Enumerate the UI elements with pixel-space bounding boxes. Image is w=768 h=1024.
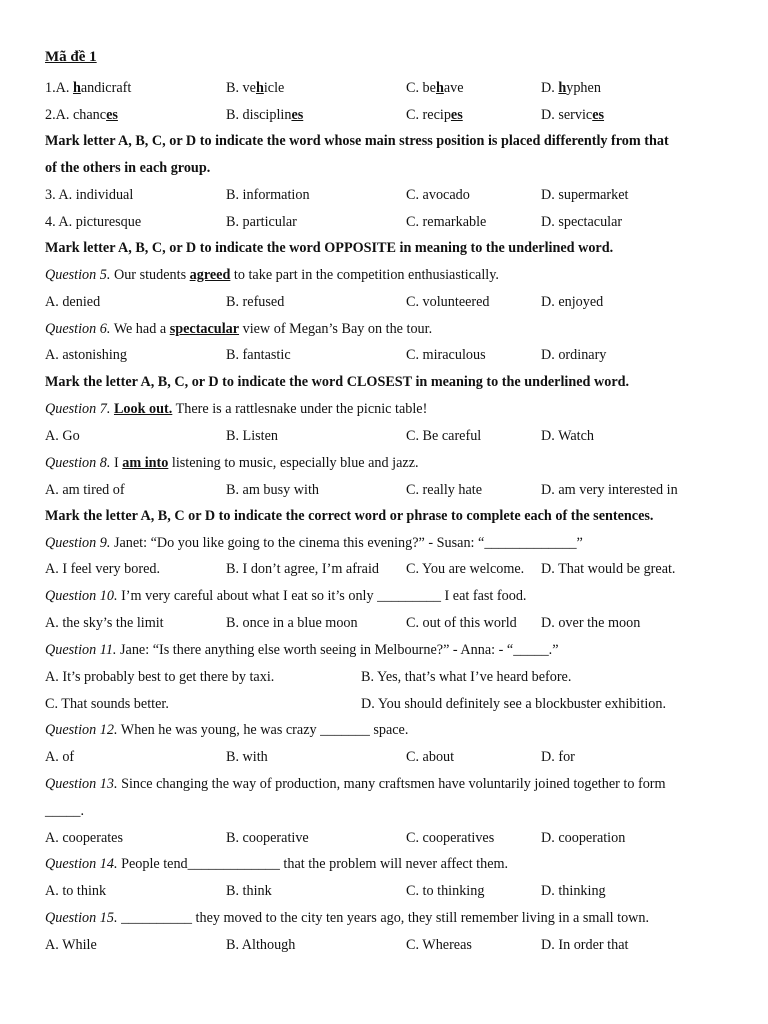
- q13-option-c: C. cooperatives: [406, 830, 495, 846]
- q14-option-a: A. to think: [45, 883, 107, 899]
- q9-option-b: B. I don’t agree, I’m afraid: [226, 561, 379, 577]
- q13-stem: Question 13. Since changing the way of production, many craftsmen have voluntarily joined together to form: [45, 776, 666, 792]
- q12-stem: Question 12. When he was young, he was crazy _______ space.: [45, 722, 409, 738]
- q7-option-b: B. Listen: [226, 428, 279, 444]
- q6-option-d: D. ordinary: [541, 347, 607, 363]
- q12-option-a: A. of: [45, 749, 75, 765]
- q13-stem-continuation: _____.: [45, 803, 85, 819]
- q3-option-a: 3. A. individual: [45, 187, 134, 203]
- q1-option-b: B. vehicle: [226, 80, 285, 96]
- q14-stem: Question 14. People tend_____________ that the problem will never affect them.: [45, 856, 509, 872]
- q2-option-b: B. disciplines: [226, 107, 304, 123]
- q11-option-b: B. Yes, that’s what I’ve heard before.: [361, 669, 572, 685]
- q15-stem: Question 15. __________ they moved to the city ten years ago, they still remember living in a small town.: [45, 910, 650, 926]
- q3-option-c: C. avocado: [406, 187, 470, 203]
- q9-stem: Question 9. Janet: “Do you like going to the cinema this evening?” - Susan: “_____________”: [45, 535, 583, 551]
- q10-option-c: C. out of this world: [406, 615, 517, 631]
- q9-option-c: C. You are welcome.: [406, 561, 525, 577]
- q6-option-c: C. miraculous: [406, 347, 486, 363]
- q1-option-c: C. behave: [406, 80, 464, 96]
- q9-option-d: D. That would be great.: [541, 561, 676, 577]
- q8-option-a: A. am tired of: [45, 482, 125, 498]
- q9-option-a: A. I feel very bored.: [45, 561, 161, 577]
- q15-option-a: A. While: [45, 937, 97, 953]
- q15-option-b: B. Although: [226, 937, 296, 953]
- q10-stem: Question 10. I’m very careful about what I eat so it’s only _________ I eat fast food.: [45, 588, 527, 604]
- q13-option-a: A. cooperates: [45, 830, 123, 846]
- q8-option-d: D. am very interested in: [541, 482, 678, 498]
- instruction-stress-line1: Mark letter A, B, C, or D to indicate the word whose main stress position is placed differently from that: [45, 133, 669, 149]
- q1-option-d: D. hyphen: [541, 80, 601, 96]
- q4-option-d: D. spectacular: [541, 214, 623, 230]
- q8-option-b: B. am busy with: [226, 482, 320, 498]
- q15-option-d: D. In order that: [541, 937, 629, 953]
- instruction-complete: Mark the letter A, B, C or D to indicate the correct word or phrase to complete each of the sentences.: [45, 508, 654, 524]
- q7-option-d: D. Watch: [541, 428, 594, 444]
- q8-option-c: C. really hate: [406, 482, 483, 498]
- q12-option-d: D. for: [541, 749, 575, 765]
- q13-option-d: D. cooperation: [541, 830, 626, 846]
- q12-option-b: B. with: [226, 749, 268, 765]
- q14-option-c: C. to thinking: [406, 883, 485, 899]
- q11-option-d: D. You should definitely see a blockbuster exhibition.: [361, 696, 666, 712]
- q4-option-b: B. particular: [226, 214, 297, 230]
- q3-option-d: D. supermarket: [541, 187, 629, 203]
- q6-option-b: B. fantastic: [226, 347, 291, 363]
- q7-stem: Question 7. Look out. There is a rattlesnake under the picnic table!: [45, 401, 428, 417]
- q5-option-c: C. volunteered: [406, 294, 490, 310]
- q13-option-b: B. cooperative: [226, 830, 309, 846]
- q14-option-b: B. think: [226, 883, 272, 899]
- q5-stem: Question 5. Our students agreed to take part in the competition enthusiastically.: [45, 267, 499, 283]
- q5-option-b: B. refused: [226, 294, 285, 310]
- q6-option-a: A. astonishing: [45, 347, 127, 363]
- q12-option-c: C. about: [406, 749, 455, 765]
- q5-option-a: A. denied: [45, 294, 101, 310]
- q7-option-a: A. Go: [45, 428, 80, 444]
- q4-option-c: C. remarkable: [406, 214, 487, 230]
- q10-option-a: A. the sky’s the limit: [45, 615, 164, 631]
- q1-option-a: 1.A. handicraft: [45, 80, 132, 96]
- q5-option-d: D. enjoyed: [541, 294, 604, 310]
- q11-option-a: A. It’s probably best to get there by taxi.: [45, 669, 275, 685]
- q2-option-d: D. services: [541, 107, 605, 123]
- q11-stem: Question 11. Jane: “Is there anything else worth seeing in Melbourne?” - Anna: - “_____.”: [45, 642, 559, 658]
- instruction-closest: Mark the letter A, B, C, or D to indicate the word CLOSEST in meaning to the underlined word.: [45, 374, 630, 390]
- q11-option-c: C. That sounds better.: [45, 696, 169, 712]
- q4-option-a: 4. A. picturesque: [45, 214, 142, 230]
- q3-option-b: B. information: [226, 187, 310, 203]
- q15-option-c: C. Whereas: [406, 937, 472, 953]
- instruction-opposite: Mark letter A, B, C, or D to indicate the word OPPOSITE in meaning to the underlined word.: [45, 240, 614, 256]
- q2-option-c: C. recipes: [406, 107, 463, 123]
- q14-option-d: D. thinking: [541, 883, 606, 899]
- q2-option-a: 2.A. chances: [45, 107, 118, 123]
- instruction-stress-line2: of the others in each group.: [45, 160, 211, 176]
- q10-option-b: B. once in a blue moon: [226, 615, 358, 631]
- q8-stem: Question 8. I am into listening to music, especially blue and jazz.: [45, 455, 419, 471]
- q6-stem: Question 6. We had a spectacular view of Megan’s Bay on the tour.: [45, 321, 433, 337]
- q7-option-c: C. Be careful: [406, 428, 482, 444]
- exam-title: Mã đề 1: [45, 49, 97, 65]
- q10-option-d: D. over the moon: [541, 615, 641, 631]
